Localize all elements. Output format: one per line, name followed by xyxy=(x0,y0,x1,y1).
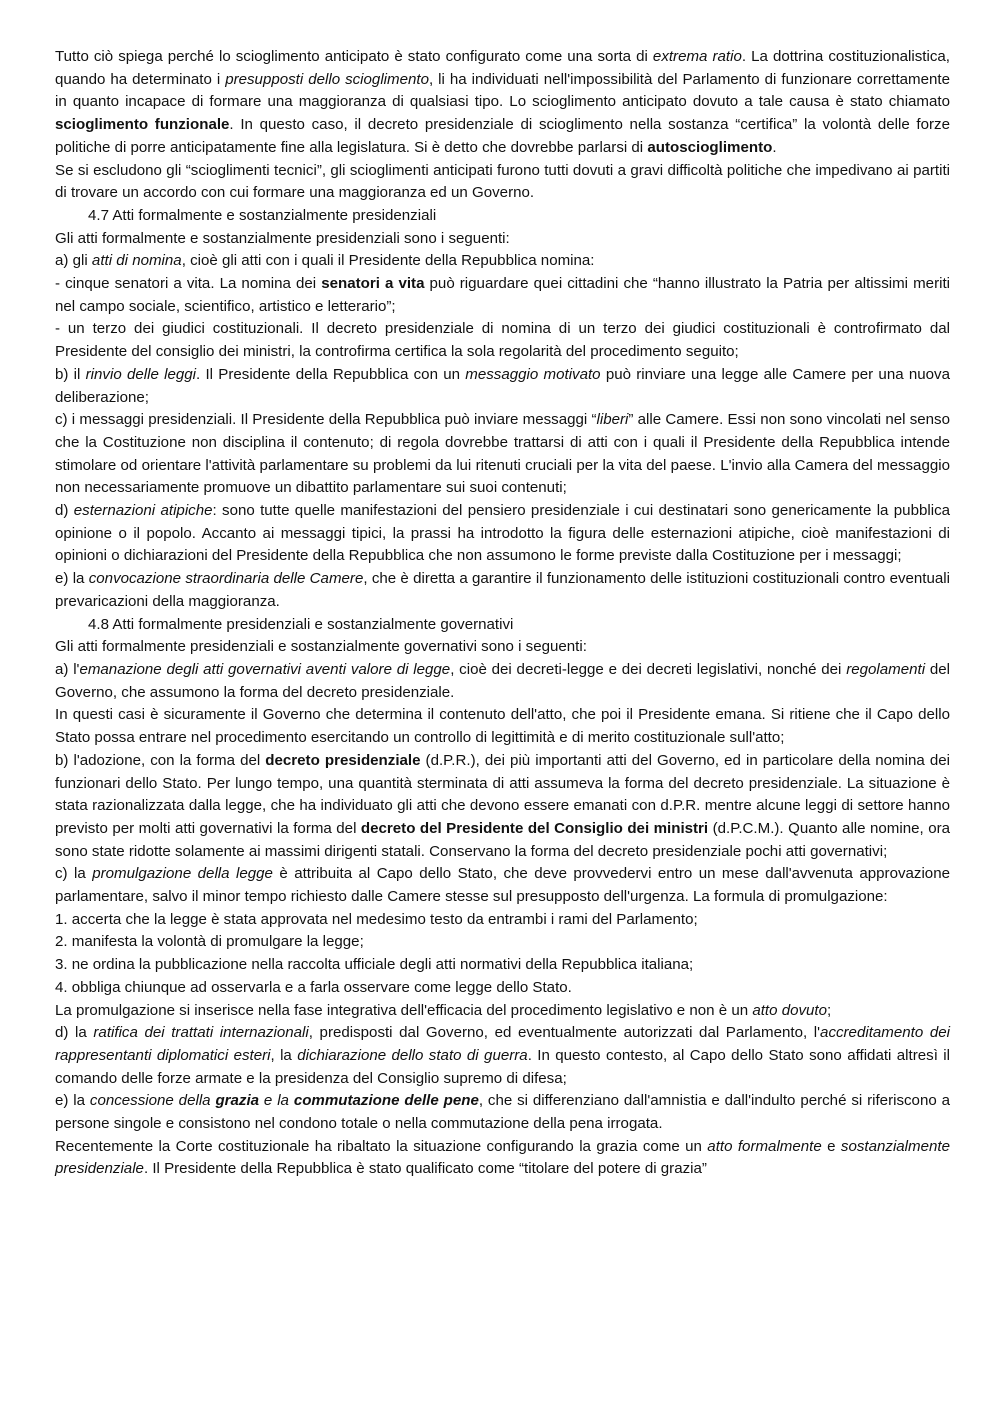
text-run: . La dottrina costituzionalistica, quando ha determinato i xyxy=(55,48,950,88)
text-run: , cioè gli atti con i quali il Presidente della Repubblica nomina: xyxy=(181,252,595,270)
list-item xyxy=(55,909,950,932)
paragraph xyxy=(55,568,950,613)
paragraph xyxy=(55,273,950,318)
italic-text: dichiarazione dello stato di guerra xyxy=(297,1046,528,1064)
text-run: del Governo, che assumono la forma del decreto presidenziale. xyxy=(55,660,950,701)
text-run: b) l'adozione, con la forma del xyxy=(55,751,266,769)
paragraph xyxy=(55,863,950,908)
text-run: ” alle Camere. Essi non sono vincolati nel senso che la Costituzione non disciplina il contenuto; di regola dovrebbe trattarsi di atti con i quali il Presidente della Repubblica intende stimolare od orientare l'attività parlamentare su problemi da lui ritenuti cruciali per la vita del paese. L'invio alla Camera del messaggio non necessariamente promuove un dibattito parlamentare sui suoi contenuti; xyxy=(55,411,951,497)
paragraph xyxy=(55,228,950,251)
bold-text: scioglimento funzionale xyxy=(55,116,230,134)
bold-text: decreto del Presidente del Consiglio dei ministri xyxy=(360,819,709,837)
bold-italic-text: commutazione delle pene xyxy=(293,1092,479,1110)
paragraph xyxy=(55,636,950,659)
italic-text: atto dovuto xyxy=(752,1001,828,1019)
text-run: - un terzo dei giudici costituzionali. Il decreto presidenziale di nomina di un terzo dei giudici costituzionali è controfirmato dal Presidente del consiglio dei ministri, la controfirma certifica la sola regolarità del procedimento seguito; xyxy=(55,320,950,361)
text-run: è attribuita al Capo dello Stato, che deve provvedervi entro un mese dall'avvenuta approvazione parlamentare, salvo il minor tempo richiesto dalle Camere stesse sul presupposto dell'urgenza. La formula di promulgazione: xyxy=(55,865,950,906)
section-heading xyxy=(55,205,950,228)
italic-text: esternazioni atipiche xyxy=(73,502,213,520)
paragraph xyxy=(55,318,950,363)
paragraph xyxy=(55,1022,950,1090)
text-run: d) la xyxy=(55,1024,94,1042)
italic-text: extrema ratio xyxy=(652,48,742,65)
list-item xyxy=(55,954,950,977)
paragraph xyxy=(55,1090,950,1135)
text-run: Gli atti formalmente presidenziali e sostanzialmente governativi sono i seguenti: xyxy=(55,638,587,656)
text-run: . Il Presidente della Repubblica è stato qualificato come “titolare del potere di grazia” xyxy=(143,1160,707,1178)
text-run: Gli atti formalmente e sostanzialmente presidenziali sono i seguenti: xyxy=(55,229,510,247)
text-run: Tutto ciò spiega perché lo scioglimento anticipato è stato configurato come una sorta di xyxy=(55,48,653,65)
text-run: d) xyxy=(55,502,74,520)
text-run: , che è diretta a garantire il funzionamento delle istituzioni costituzionali contro eventuali prevaricazioni della maggioranza. xyxy=(55,570,950,610)
text-run: ; xyxy=(827,1001,832,1019)
italic-text: liberi xyxy=(596,411,629,429)
text-run: b) il xyxy=(55,365,86,383)
text-run: . In questo contesto, al Capo dello Stato sono affidati altresì il comando delle forze armate e la presidenza del Consiglio supremo di difesa; xyxy=(55,1046,950,1087)
italic-text: messaggio motivato xyxy=(465,365,601,383)
text-run: . xyxy=(772,138,777,156)
italic-text: rinvio delle leggi xyxy=(85,365,197,383)
paragraph xyxy=(55,1136,950,1181)
italic-text: atto formalmente xyxy=(707,1137,822,1155)
text-run: 4.7 Atti formalmente e sostanzialmente presidenziali xyxy=(88,206,437,224)
paragraph xyxy=(55,750,950,864)
section-heading xyxy=(55,614,950,637)
text-run: può riguardare quei cittadini che “hanno illustrato la Patria per altissimi meriti nel campo sociale, scientifico, artistico e letterario”; xyxy=(55,275,950,315)
bold-text: decreto presidenziale xyxy=(265,751,421,769)
text-run: 1. accerta che la legge è stata approvata nel medesimo testo da entrambi i rami del Parlamento; xyxy=(55,910,698,928)
italic-text: regolamenti xyxy=(846,660,926,678)
text-run: a) gli xyxy=(55,252,92,270)
text-run: , predisposti dal Governo, ed eventualmente autorizzati dal Parlamento, l' xyxy=(308,1024,821,1042)
text-run: La promulgazione si inserisce nella fase integrativa dell'efficacia del procedimento legislativo e non è un xyxy=(55,1001,753,1019)
text-run: 3. ne ordina la pubblicazione nella raccolta ufficiale degli atti normativi della Repubblica italiana; xyxy=(55,956,694,974)
italic-text: atti di nomina xyxy=(91,252,182,270)
text-run: c) la xyxy=(55,865,93,883)
italic-text: emanazione degli atti governativi aventi valore di legge xyxy=(79,660,451,678)
paragraph xyxy=(55,160,950,205)
paragraph xyxy=(55,500,950,568)
text-run: e xyxy=(821,1137,841,1155)
text-run: (d.P.R.), dei più importanti atti del Governo, ed in particolare della nomina dei funzionari dello Stato. Per lungo tempo, una quantità sterminata di atti assumeva la forma del decreto presidenziale. La situazione è stata razionalizzata dalla legge, che ha individuato gli atti che devono essere emanati con d.P.R. mentre alcune leggi di settore hanno previsto per molti atti governativi la forma del xyxy=(55,751,950,837)
italic-text: e la xyxy=(259,1092,294,1110)
list-item xyxy=(55,977,950,1000)
text-run: 4. obbliga chiunque ad osservarla e a farla osservare come legge dello Stato. xyxy=(55,978,572,996)
paragraph xyxy=(55,409,950,500)
list-item xyxy=(55,931,950,954)
italic-text: promulgazione della legge xyxy=(92,865,273,883)
text-run: , cioè dei decreti-legge e dei decreti legislativi, nonché dei xyxy=(450,660,847,678)
text-run: può rinviare una legge alle Camere per una nuova deliberazione; xyxy=(55,365,950,406)
text-run: - cinque senatori a vita. La nomina dei xyxy=(55,275,322,293)
bold-text: senatori a vita xyxy=(321,275,425,293)
italic-text: presupposti dello scioglimento xyxy=(225,70,429,88)
text-run: Se si escludono gli “scioglimenti tecnici”, gli scioglimenti anticipati furono tutti dovuti a gravi difficoltà politiche che impedivano ai partiti di trovare un accordo con cui formare una maggioranza ed un Governo. xyxy=(55,161,950,202)
italic-text: accreditamento dei rappresentanti diplomatici esteri xyxy=(55,1024,950,1064)
text-run: 2. manifesta la volontà di promulgare la legge; xyxy=(55,933,364,951)
italic-text: ratifica dei trattati internazionali xyxy=(93,1024,309,1042)
bold-italic-text: grazia xyxy=(215,1092,260,1110)
italic-text: convocazione straordinaria delle Camere xyxy=(88,570,364,588)
text-run: . In questo caso, il decreto presidenziale di scioglimento nella sostanza “certifica” la volontà delle forze politiche di porre anticipatamente fine alla legislatura. Si è detto che dovrebbe parlarsi di xyxy=(55,116,950,156)
text-run: a) l' xyxy=(55,660,80,678)
text-run: e) la xyxy=(55,1092,90,1110)
document-page xyxy=(55,46,950,1181)
paragraph xyxy=(55,364,950,409)
paragraph xyxy=(55,704,950,749)
text-run: , che si differenziano dall'amnistia e dall'indulto perché si riferiscono a persone singole e consistono nel condono totale o nella commutazione della pena irrogata. xyxy=(55,1092,950,1133)
text-run: In questi casi è sicuramente il Governo che determina il contenuto dell'atto, che poi il Presidente emana. Si ritiene che il Capo dello Stato possa entrare nel procedimento esercitando un controllo di legittimità e di merito costituzionale sull'atto; xyxy=(55,706,950,747)
italic-text: sostanzialmente presidenziale xyxy=(55,1137,950,1178)
italic-text: concessione della xyxy=(89,1092,216,1110)
text-run: c) i messaggi presidenziali. Il Presidente della Repubblica può inviare messaggi “ xyxy=(55,411,597,429)
text-run: 4.8 Atti formalmente presidenziali e sostanzialmente governativi xyxy=(88,615,514,633)
text-run: (d.P.C.M.). Quanto alle nomine, ora sono state ridotte solamente ai massimi dirigenti statali. Conservano la forma del decreto presidenziale pochi atti governativi; xyxy=(55,819,951,860)
text-run: , la xyxy=(270,1046,298,1064)
text-run: Recentemente la Corte costituzionale ha ribaltato la situazione configurando la grazia come un xyxy=(55,1137,708,1155)
text-run: . Il Presidente della Repubblica con un xyxy=(196,365,466,383)
bold-text: autoscioglimento xyxy=(647,138,773,156)
paragraph xyxy=(55,659,950,704)
text-run: e) la xyxy=(55,570,89,588)
text-run: : sono tutte quelle manifestazioni del pensiero presidenziale i cui destinatari sono genericamente la pubblica opinione o il popolo. Accanto ai messaggi tipici, la prassi ha introdotto la figura delle esternazioni atipiche, cioè manifestazioni di opinioni o dichiarazioni del Presidente della Repubblica che non assumono le forme previste dalla Costituzione per i messaggi; xyxy=(55,502,951,565)
paragraph xyxy=(55,1000,950,1023)
text-run: , li ha individuati nell'impossibilità del Parlamento di funzionare correttamente in quanto incapace di formare una maggioranza di qualsiasi tipo. Lo scioglimento anticipato dovuto a tale causa è stato chiamato xyxy=(55,70,950,111)
paragraph xyxy=(55,46,950,160)
paragraph xyxy=(55,250,950,273)
